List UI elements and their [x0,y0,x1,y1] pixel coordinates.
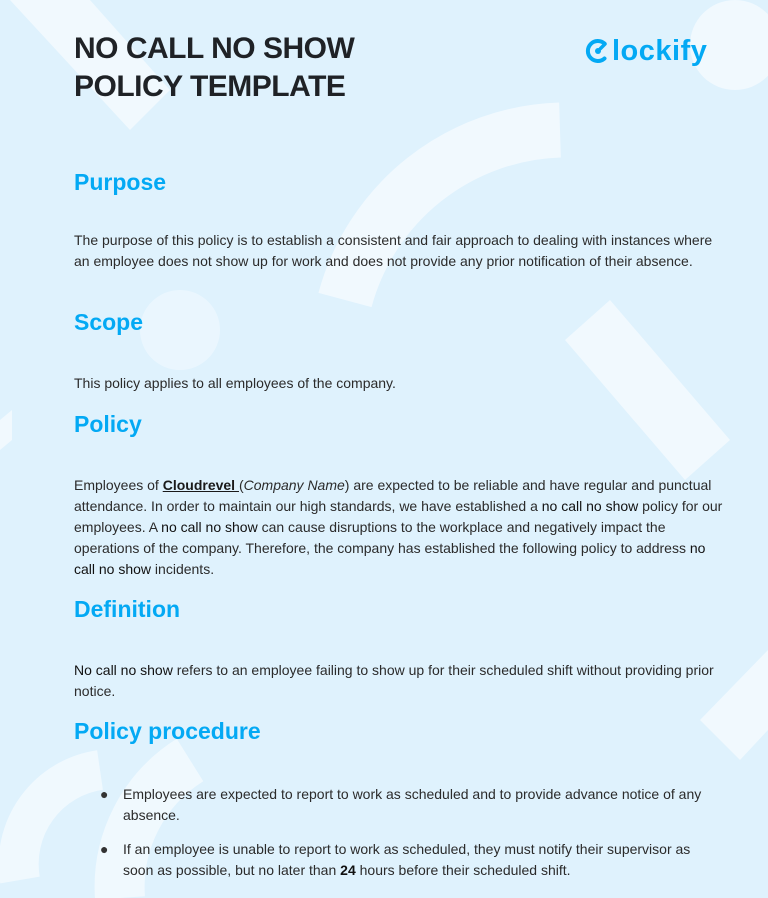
title-line-1: NO CALL NO SHOW [74,32,355,65]
scope-heading: Scope [74,309,144,335]
list-item [74,839,724,881]
company-name-placeholder: Company Name [243,477,345,493]
title-line-2: POLICY TEMPLATE [74,70,346,103]
scope-text: This policy applies to all employees of the company. [74,375,396,391]
notice-hours: 24 [340,862,356,878]
term-no-call-no-show: no call no show [541,498,639,514]
list-item [74,784,724,826]
clockify-logo [585,33,707,69]
procedure-item-part: hours before their scheduled shift. [355,862,571,878]
procedure-item-part: If an employee is unable to report to work as scheduled, they must notify their supervisor as soon as possible, but no later than [123,841,691,878]
purpose-heading: Purpose [74,169,167,195]
procedure-item-text: Employees are expected to report to work as scheduled and to provide advance notice of any absence. [123,786,702,823]
definition-heading: Definition [74,596,181,622]
term-no-call-no-show: no call no show [74,540,706,577]
purpose-text: The purpose of this policy is to establish a consistent and fair approach to dealing with instances where an employee does not show up for work and does not provide any prior notification of their absence. [74,232,713,269]
bullet-icon: ● [100,841,109,857]
policy-text-part: incidents. [151,561,215,577]
definition-body: refers to an employee failing to show up for their scheduled shift without providing prior notice. [74,662,714,699]
policy-text-part: ( [238,477,244,493]
term-no-call-no-show: no call no show [161,519,258,535]
policy-text-part: can cause disruptions to the workplace and negatively impact the operations of the company. Therefore, the company has established the following policy to address [74,519,690,556]
definition-term: No call no show [74,662,173,678]
clockify-logo-icon [585,38,611,64]
clockify-logo-text: lockify [612,35,708,67]
document-title [74,30,354,106]
procedure-list [74,784,724,894]
company-name-link[interactable]: Cloudrevel [162,477,239,493]
procedure-item-text [123,841,690,878]
definition-text [74,660,724,702]
policy-text-part: policy for our employees. A [74,498,723,535]
policy-heading: Policy [74,411,142,437]
policy-text [74,475,724,580]
policy-text-part: ) are expected to be reliable and have regular and punctual attendance. In order to maintain our high standards, we have established a [74,477,712,514]
policy-text-part: Employees of [74,477,163,493]
bullet-icon: ● [100,786,109,802]
procedure-heading: Policy procedure [74,718,261,744]
